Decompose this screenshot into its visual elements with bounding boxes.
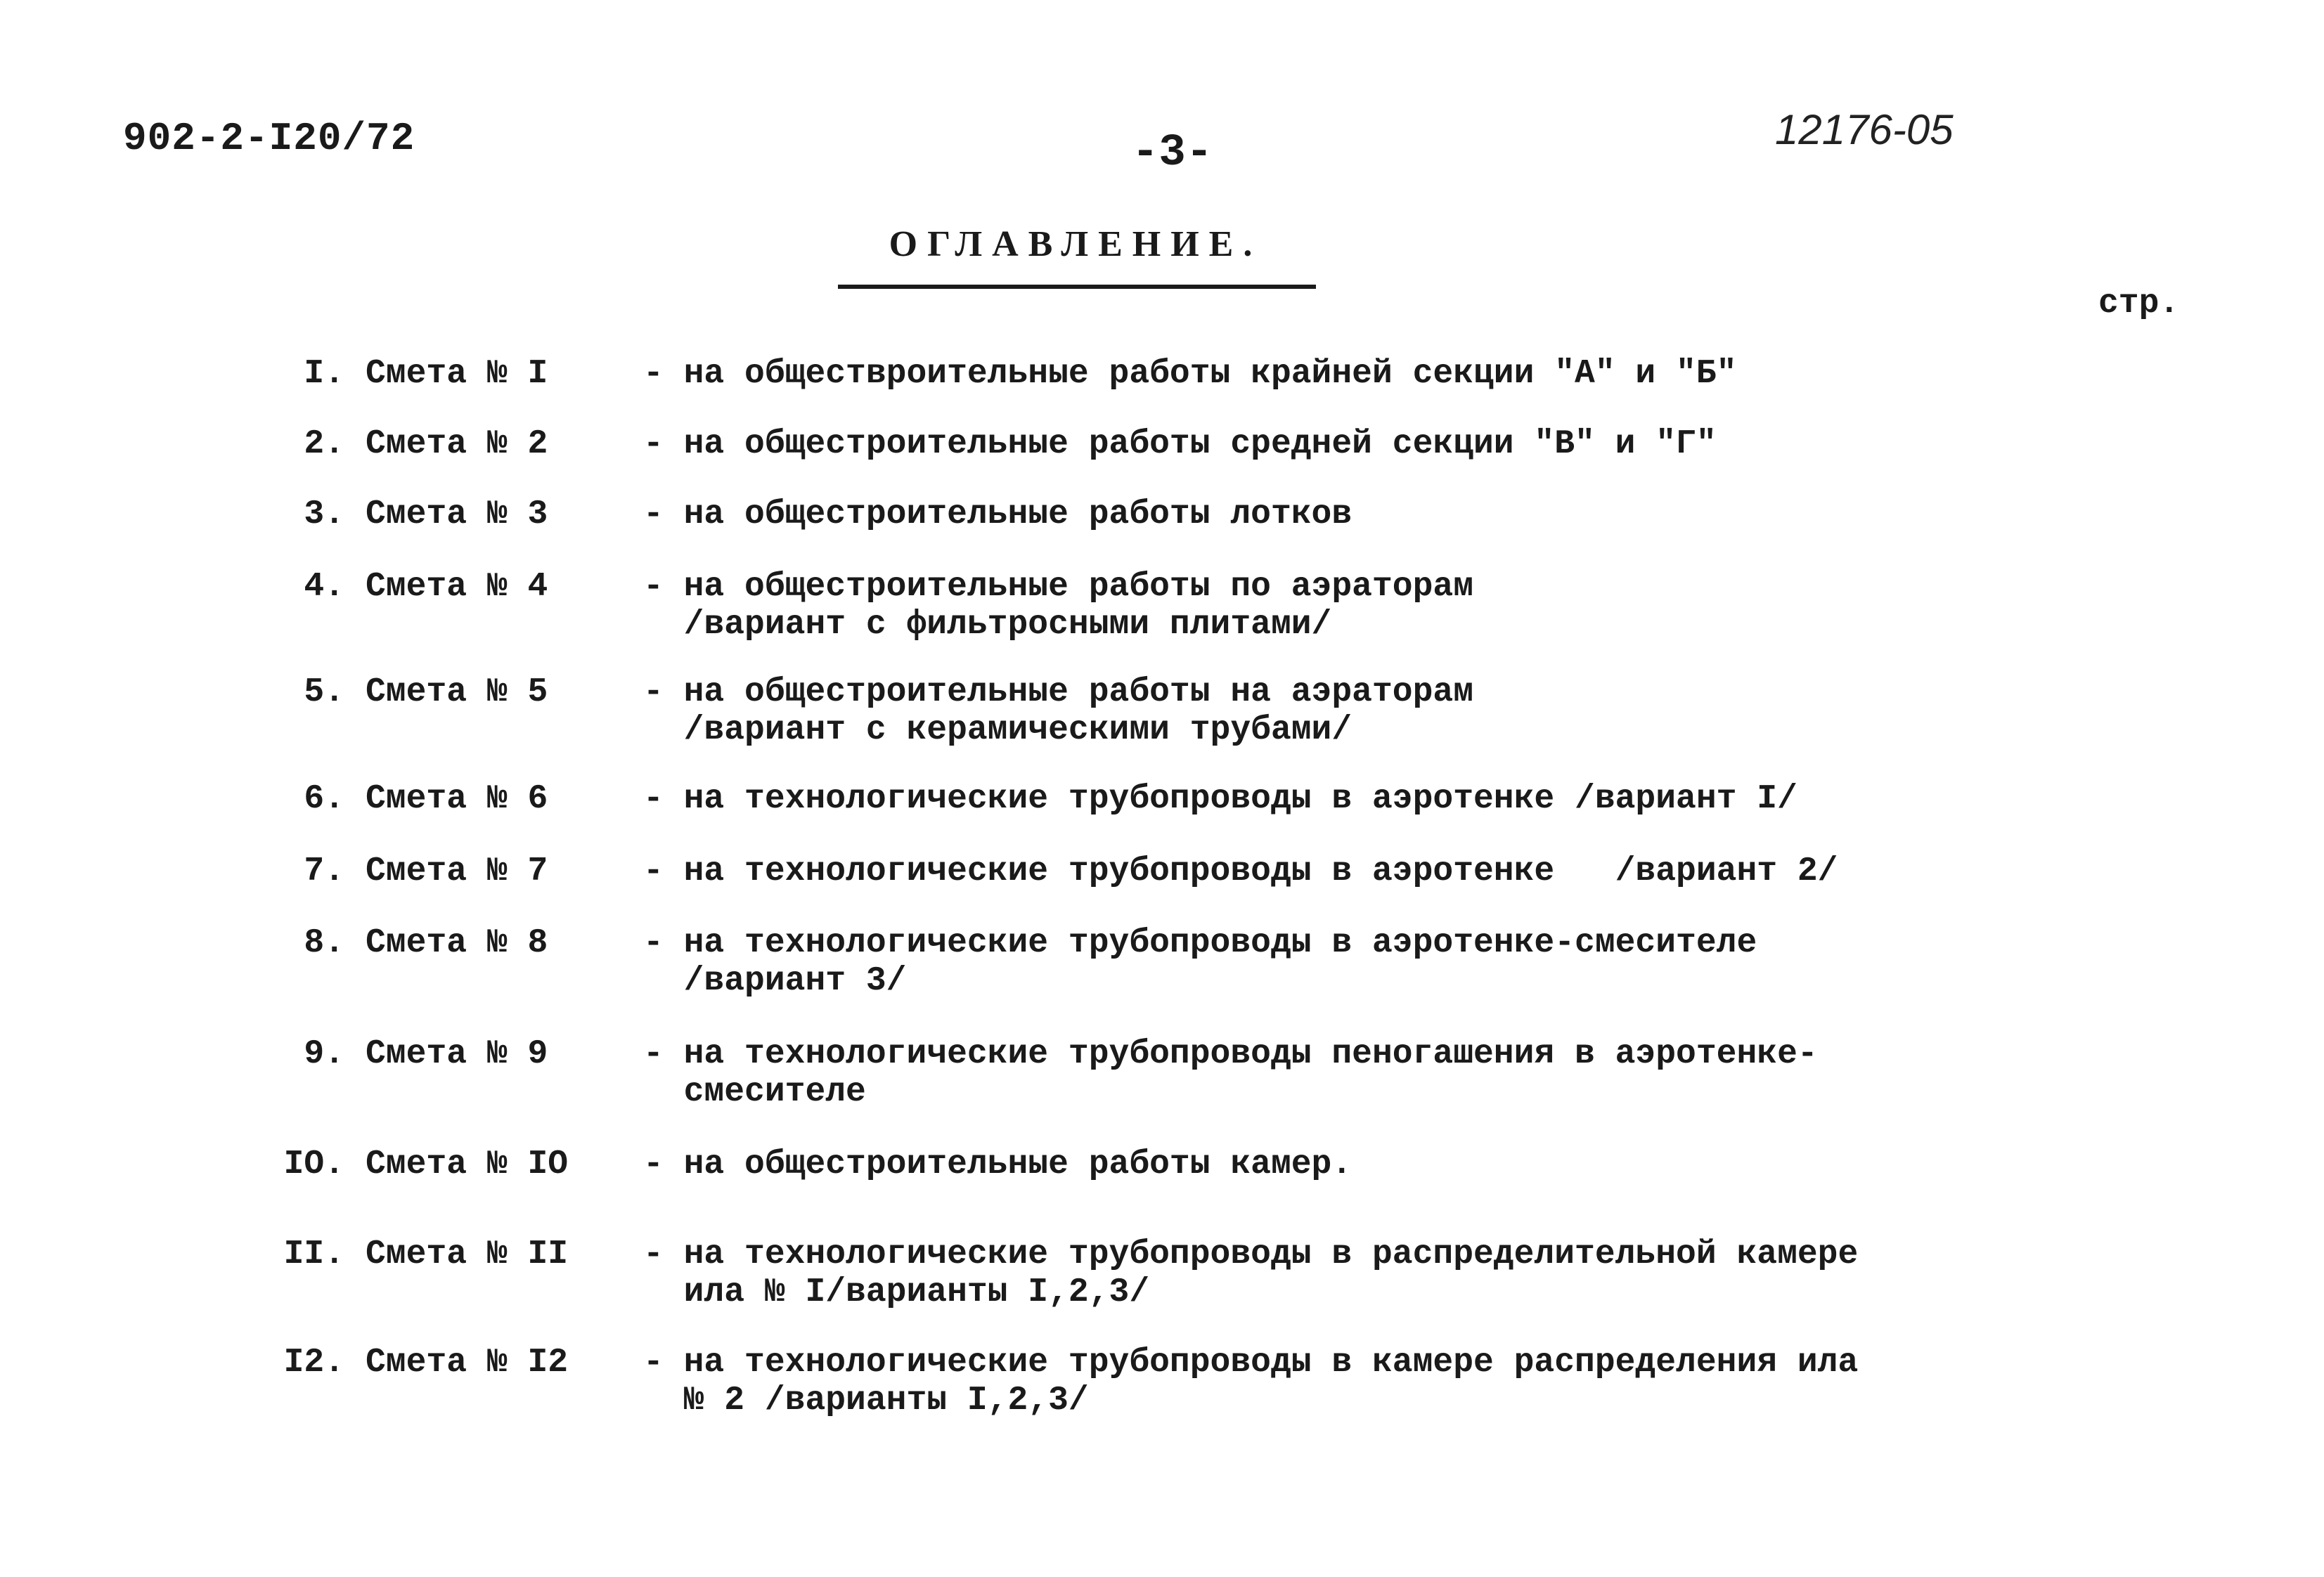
toc-item-number: 8. (304, 924, 344, 962)
toc-item-description: - на обществроительные работы крайней секции "А" и "Б" (643, 355, 1737, 393)
document-code: 902-2-I20/72 (123, 116, 415, 161)
toc-item-description: - на общестроительные работы на аэраторам /вариант с керамическими трубами/ (643, 673, 1473, 749)
toc-item-label: Смета № 5 (366, 673, 548, 711)
toc-item-number: I2. (283, 1344, 344, 1382)
toc-item-description: - на общестроительные работы по аэраторам /вариант с фильтросными плитами/ (643, 568, 1473, 644)
toc-item-number: II. (283, 1235, 344, 1273)
toc-item-description: - на общестроительные работы лотков (643, 495, 1353, 533)
page-title: ОГЛАВЛЕНИЕ. (889, 224, 1263, 264)
toc-item-description: - на технологические трубопроводы в аэротенке-смесителе /вариант 3/ (643, 924, 1757, 1000)
toc-item-number: 6. (304, 780, 344, 818)
toc-item-number: IO. (283, 1146, 344, 1183)
toc-item-label: Смета № I2 (366, 1344, 569, 1382)
toc-item-number: 7. (304, 852, 344, 890)
toc-item-description: - на общестроительные работы камер. (643, 1146, 1353, 1183)
toc-item-number: 4. (304, 568, 344, 606)
toc-item-label: Смета № 8 (366, 924, 548, 962)
toc-item-label: Смета № 2 (366, 425, 548, 463)
toc-item-description: - на технологические трубопроводы пеногашения в аэротенке- смесителе (643, 1035, 1818, 1111)
toc-item-label: Смета № 7 (366, 852, 548, 890)
toc-item-description: - на технологические трубопроводы в камере распределения ила № 2 /варианты I,2,3/ (643, 1344, 1859, 1420)
archive-number: 12176-05 (1775, 106, 1954, 153)
page-number: -3- (1132, 128, 1213, 179)
toc-item-label: Смета № 9 (366, 1035, 548, 1073)
toc-item-description: - на технологические трубопроводы в аэротенке /вариант 2/ (643, 852, 1838, 890)
toc-item-label: Смета № 4 (366, 568, 548, 606)
toc-item-label: Смета № I (366, 355, 548, 393)
toc-item-label: Смета № 6 (366, 780, 548, 818)
toc-item-label: Смета № 3 (366, 495, 548, 533)
toc-item-number: 2. (304, 425, 344, 463)
toc-item-description: - на технологические трубопроводы в распределительной камере ила № I/варианты I,2,3/ (643, 1235, 1859, 1311)
toc-item-number: 5. (304, 673, 344, 711)
toc-item-number: 9. (304, 1035, 344, 1073)
toc-item-number: I. (304, 355, 344, 393)
toc-item-description: - на общестроительные работы средней секции "В" и "Г" (643, 425, 1717, 463)
toc-item-description: - на технологические трубопроводы в аэротенке /вариант I/ (643, 780, 1797, 818)
toc-item-label: Смета № IO (366, 1146, 569, 1183)
toc-item-label: Смета № II (366, 1235, 569, 1273)
toc-item-number: 3. (304, 495, 344, 533)
pages-column-label: стр. (2098, 285, 2180, 323)
